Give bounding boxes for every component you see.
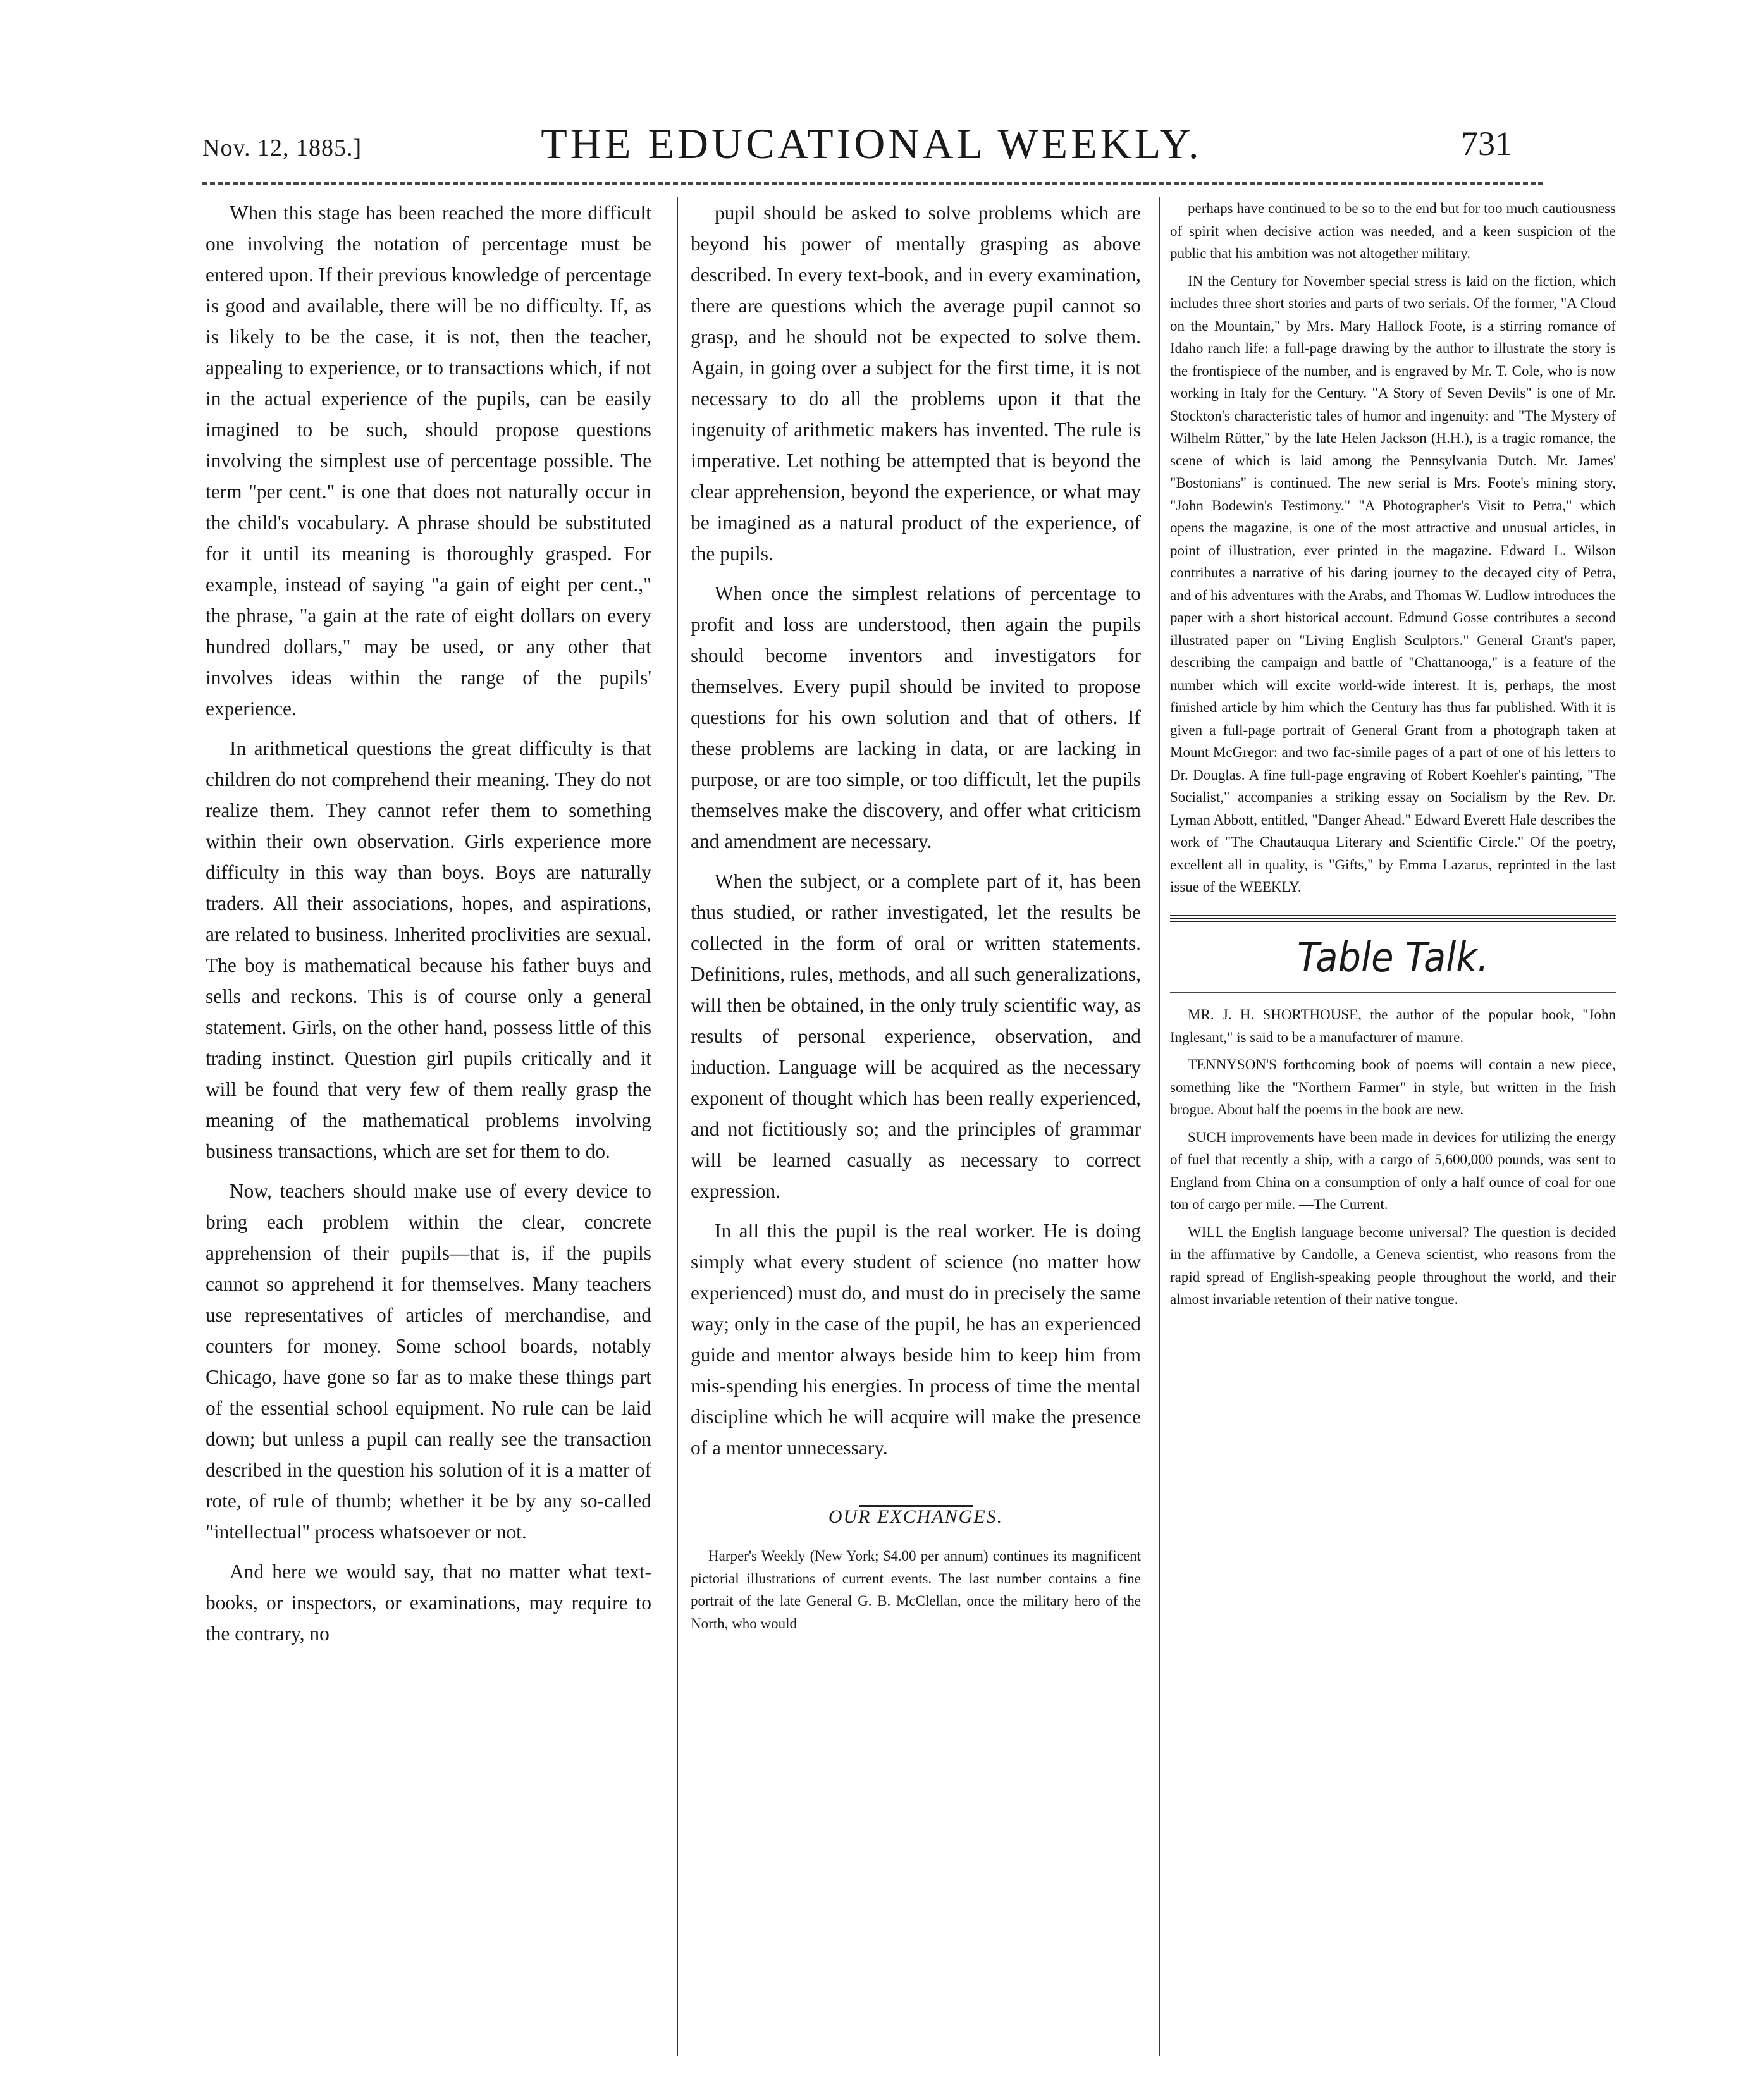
paragraph: In arithmetical questions the great difficulty is that children do not comprehend their meaning. They do not realize them. They cannot refer them to something within their own observation. Girls experience more difficulty in this way than boys. Boys are naturally traders. All their associations, hopes, and aspirations, are related to business. Inherited proclivities are sexual. The boy is mathematical because his father buys and sells and reckons. This is of course only a general statement. Girls, on the other hand, possess little of this trading instinct. Question girl pupils critically and it will be found that very few of them really grasp the meaning of the mathematical problems involving business transactions, which are set for them to do. [206,737,651,1162]
header-rule [202,182,1543,185]
table-talk-heading: Table Talk. [1297,934,1489,981]
heading-underline [1170,992,1616,993]
page-header [0,0,1743,183]
publication-title: THE EDUCATIONAL WEEKLY. [541,120,1202,168]
exchanges-paragraph: Harper's Weekly (New York; $4.00 per annum) continues its magnificent pictorial illustrations of current events. The last number contains a fine portrait of the late General G. B. McClellan, once the military hero of the North, who would [691,1548,1141,1631]
column-1 [206,197,651,2069]
paragraph: Now, teachers should make use of every device to bring each problem within the clear, concrete apprehension of their pupils—that is, if the pupils cannot so apprehend it for themselves. Many teachers use representatives of articles of merchandise, and counters for money. Some school boards, notably Chicago, have gone so far as to make these things part of the essential school equipment. No rule can be laid down; but unless a pupil can really see the transaction described in the question his solution of it is a matter of rote, of rule of thumb; whether it be by any so-called "intellectual" process whatsoever or not. [206,1180,651,1543]
paragraph: And here we would say, that no matter what text-books, or inspectors, or examinations, may require to the contrary, no [206,1561,651,1645]
table-talk-item: SUCH improvements have been made in devices for utilizing the energy of fuel that recently a ship, with a cargo of 5,600,000 pounds, was sent to England from China on a consumption of only a half ounce of coal for one ton of cargo per mile. —The Current. [1170,1129,1616,1212]
paragraph: perhaps have continued to be so to the end but for too much cautiousness of spirit when decisive action was needed, and a keen suspicion of the public that his ambition was not altogether military. [1170,200,1616,261]
paragraph: pupil should be asked to solve problems which are beyond his power of mentally grasping as above described. In every text-book, and in every examination, there are questions which the average pupil cannot so grasp, and he should not be expected to solve them. Again, in going over a subject for the first time, it is not necessary to do all the problems upon it that the ingenuity of arithmetic makers has invented. The rule is imperative. Let nothing be attempted that is beyond the clear apprehension, beyond the experience, or what may be imagined as a natural product of the experience, of the pupils. [691,202,1141,565]
table-talk-item: MR. J. H. SHORTHOUSE, the author of the popular book, "John Inglesant," is said to be a manufacturer of manure. [1170,1007,1616,1045]
column-divider-1 [677,197,678,2056]
column-2 [691,197,1141,2069]
exchanges-heading: OUR EXCHANGES. [828,1506,1004,1527]
paragraph: When the subject, or a complete part of it, has been thus studied, or rather investigated, let the results be collected in the form of oral or written statements. Definitions, rules, methods, and all such generalizations, will then be obtained, in the only truly scientific way, as results of personal experience, observation, and induction. Language will be acquired as the necessary exponent of thought which has been really experienced, and not fictitiously so; and the principles of grammar will be learned casually as necessary to correct expression. [691,870,1141,1202]
section-ornament [691,1485,1141,1490]
section-rule [1170,915,1616,922]
issue-date: Nov. 12, 1885.] [202,135,362,161]
page-number: 731 [1461,125,1512,163]
paragraph: When once the simplest relations of percentage to profit and loss are understood, then again the pupils should become inventors and investigators for themselves. Every pupil should be invited to propose questions for his own solution and that of others. If these problems are lacking in data, or are lacking in purpose, or are too simple, or too difficult, let the pupils themselves make the discovery, and offer what criticism and amendment are necessary. [691,582,1141,852]
paragraph: When this stage has been reached the more difficult one involving the notation of percentage must be entered upon. If their previous knowledge of percentage is good and available, there will be no difficulty. If, as is likely to be the case, it is not, then the teacher, appealing to experience, or to transactions which, if not in the actual experience of the pupils, can be easily imagined to be such, should propose questions involving the simplest use of percentage possible. The term "per cent." is one that does not naturally occur in the child's vocabulary. A phrase should be substituted for it until its meaning is thoroughly grasped. For example, instead of saying "a gain of eight per cent.," the phrase, "a gain at the rate of eight dollars on every hundred dollars," may be used, or any other that involves ideas within the range of the pupils' experience. [206,202,651,720]
paragraph: In all this the pupil is the real worker. He is doing simply what every student of science (no matter how experienced) must do, and must do in precisely the same way; only in the case of the pupil, he has an experienced guide and mentor always beside him to keep him from mis-spending his energies. In process of time the mental discipline which he will acquire will make the presence of a mentor unnecessary. [691,1220,1141,1459]
paragraph: IN the Century for November special stress is laid on the fiction, which includes three short stories and parts of two serials. Of the former, "A Cloud on the Mountain," by Mrs. Mary Hallock Foote, is a stirring romance of Idaho ranch life: a full-page drawing by the author to illustrate the story is the frontispiece of the number, and is engraved by Mr. T. Cole, who is now working in Italy for the Century. "A Story of Seven Devils" is one of Mr. Stockton's characteristic tales of humor and ingenuity: and "The Mystery of Wilhelm Rütter," by the late Helen Jackson (H.H.), is a tragic romance, the scene of which is laid among the Pennsylvania Dutch. Mr. James' "Bostonians" is continued. The new serial is Mrs. Foote's mining story, "John Bodewin's Testimony." "A Photographer's Visit to Petra," which opens the magazine, is one of the most attractive and unusual articles, in point of illustration, ever printed in the magazine. Edward L. Wilson contributes a narrative of his daring journey to the decayed city of Petra, and of his adventures with the Arabs, and Thomas W. Ludlow introduces the paper with a short historical account. Edmund Gosse contributes a second illustrated paper on "Living English Sculptors." General Grant's paper, describing the campaign and battle of "Chattanooga," is a feature of the number which will excite world-wide interest. It is, perhaps, the most finished article by him which the Century has thus far published. With it is given a full-page portrait of General Grant from a photograph taken at Mount McGregor: and two fac-simile pages of a part of one of his letters to Dr. Douglas. A fine full-page engraving of Robert Koehler's painting, "The Socialist," accompanies a striking essay on Socialism by the Rev. Dr. Lyman Abbott, entitled, "Danger Ahead." Edward Everett Hale describes the work of "The Chautauqua Literary and Scientific Circle." Of the poetry, excellent all in quality, is "Gifts," by Emma Lazarus, reprinted in the last issue of the WEEKLY. [1170,273,1616,895]
table-talk-item: WILL the English language become universal? The question is decided in the affirmative by Candolle, a Geneva scientist, who reasons from the rapid spread of English-speaking people throughout the world, and their almost invariable retention of their native tongue. [1170,1224,1616,1307]
column-3 [1170,197,1616,2069]
table-talk-item: TENNYSON'S forthcoming book of poems will contain a new piece, something like the "Northern Farmer" in style, but written in the Irish brogue. About half the poems in the book are new. [1170,1057,1616,1117]
column-divider-2 [1159,197,1160,2056]
